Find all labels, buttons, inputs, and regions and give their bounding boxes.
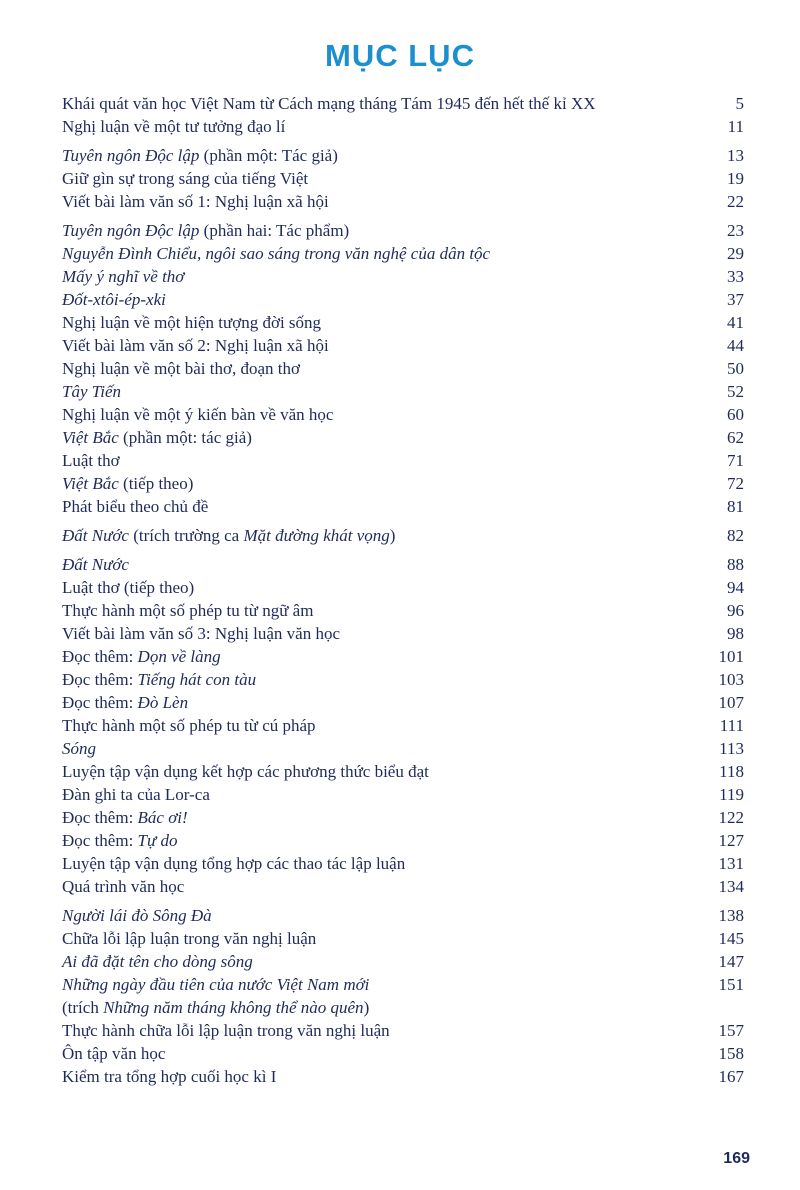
toc-entry-title-text: Nghị luận về một ý kiến bàn về văn học xyxy=(62,405,334,424)
toc-entry xyxy=(62,852,744,875)
toc-entry-title xyxy=(62,403,704,426)
toc-entry-title xyxy=(62,311,704,334)
toc-entry xyxy=(62,265,744,288)
toc-entry-title-italic: Sóng xyxy=(62,739,96,758)
toc-entry-title xyxy=(62,380,704,403)
toc-entry-title-italic: Tuyên ngôn Độc lập xyxy=(62,221,200,240)
toc-entry-title-italic: Đò Lèn xyxy=(137,693,189,712)
toc-entry xyxy=(62,449,744,472)
toc-entry-title xyxy=(62,1042,704,1065)
toc-entry-title xyxy=(62,973,704,996)
toc-entry-title-text: Quá trình văn học xyxy=(62,877,185,896)
toc-entry xyxy=(62,829,744,852)
toc-entry-title-italic: Bác ơi! xyxy=(137,808,188,827)
toc-entry-title xyxy=(62,288,704,311)
toc-entry-title-italic: Những năm tháng không thể nào quên xyxy=(103,998,364,1017)
toc-entry-page: 23 xyxy=(727,221,744,240)
toc-entry-page: 50 xyxy=(727,359,744,378)
toc-entry-page: 11 xyxy=(727,117,744,136)
toc-entry xyxy=(62,622,744,645)
toc-entry-title xyxy=(62,875,704,898)
toc-entry-title-text: Đọc thêm: xyxy=(62,808,138,827)
toc-entry xyxy=(62,242,744,265)
toc-entry xyxy=(62,495,744,518)
toc-entry-title-italic: Tuyên ngôn Độc lập xyxy=(62,146,200,165)
toc-entry-page: 157 xyxy=(718,1021,744,1040)
toc-entry xyxy=(62,927,744,950)
toc-entry-title-text: (phần hai: Tác phẩm) xyxy=(199,221,350,240)
toc-entry-title-text: Thực hành một số phép tu từ ngữ âm xyxy=(62,601,314,620)
table-of-contents xyxy=(62,92,744,1088)
toc-entry-page: 118 xyxy=(719,762,744,781)
toc-entry-title-italic: Việt Bắc xyxy=(62,428,119,447)
toc-entry-title-italic: Mặt đường khát vọng xyxy=(243,526,390,545)
toc-entry-page: 107 xyxy=(718,693,744,712)
toc-entry-title-text: Luyện tập vận dụng tổng hợp các thao tác lập luận xyxy=(62,854,406,873)
toc-entry-title-text: Luật thơ (tiếp theo) xyxy=(62,578,195,597)
toc-entry-title-text: Đọc thêm: xyxy=(62,831,138,850)
toc-entry-title-text: Thực hành một số phép tu từ cú pháp xyxy=(62,716,316,735)
toc-entry xyxy=(62,1042,744,1065)
toc-entry-title xyxy=(62,714,704,737)
toc-entry-title xyxy=(62,357,704,380)
toc-entry-title-text: Thực hành chữa lỗi lập luận trong văn nghị luận xyxy=(62,1021,390,1040)
toc-entry-title-text: Chữa lỗi lập luận trong văn nghị luận xyxy=(62,929,317,948)
toc-entry-title xyxy=(62,144,704,167)
toc-entry-title xyxy=(62,783,704,806)
toc-entry-page: 134 xyxy=(718,877,744,896)
toc-entry-title xyxy=(62,760,704,783)
toc-entry-page: 44 xyxy=(727,336,744,355)
toc-entry-title xyxy=(62,852,704,875)
toc-entry-title-text: Nghị luận về một hiện tượng đời sống xyxy=(62,313,322,332)
toc-entry-title xyxy=(62,242,704,265)
toc-entry-title-text: Đọc thêm: xyxy=(62,670,138,689)
toc-entry-title xyxy=(62,1065,704,1088)
toc-entry-title-text: Đọc thêm: xyxy=(62,647,138,666)
toc-entry xyxy=(62,737,744,760)
toc-entry-title-text: Ôn tập văn học xyxy=(62,1044,166,1063)
toc-entry xyxy=(62,115,744,138)
toc-entry xyxy=(62,190,744,213)
toc-entry xyxy=(62,950,744,973)
toc-entry-title xyxy=(62,92,704,115)
toc-entry xyxy=(62,599,744,622)
toc-entry-title-italic: Những ngày đầu tiên của nước Việt Nam mới xyxy=(62,975,370,994)
toc-entry-page: 37 xyxy=(727,290,744,309)
toc-entry-title-text: Phát biểu theo chủ đề xyxy=(62,497,209,516)
toc-entry-title-text: Kiểm tra tổng hợp cuối học kì I xyxy=(62,1067,277,1086)
toc-entry-page: 29 xyxy=(727,244,744,263)
toc-entry-title xyxy=(62,691,704,714)
toc-entry-page: 96 xyxy=(727,601,744,620)
toc-entry xyxy=(62,167,744,190)
toc-entry-title xyxy=(62,904,704,927)
toc-entry-page: 119 xyxy=(719,785,744,804)
toc-entry-title-text: Đọc thêm: xyxy=(62,693,138,712)
toc-entry-title xyxy=(62,426,704,449)
toc-entry xyxy=(62,996,744,1019)
toc-entry xyxy=(62,875,744,898)
toc-entry-title-text: ) xyxy=(389,526,396,545)
toc-entry-title xyxy=(62,190,704,213)
toc-entry-title-text: Viết bài làm văn số 2: Nghị luận xã hội xyxy=(62,336,329,355)
toc-entry xyxy=(62,1065,744,1088)
toc-entry-page: 167 xyxy=(718,1067,744,1086)
toc-entry xyxy=(62,144,744,167)
toc-entry xyxy=(62,403,744,426)
toc-entry-title-text: Giữ gìn sự trong sáng của tiếng Việt xyxy=(62,169,309,188)
toc-entry-title xyxy=(62,829,704,852)
toc-entry-title xyxy=(62,115,704,138)
toc-entry-page: 113 xyxy=(719,739,744,758)
toc-entry-page: 33 xyxy=(727,267,744,286)
toc-entry-title-italic: Tiếng hát con tàu xyxy=(137,670,257,689)
toc-entry-page: 94 xyxy=(727,578,744,597)
toc-entry xyxy=(62,783,744,806)
toc-entry-title xyxy=(62,927,704,950)
toc-entry-title xyxy=(62,806,704,829)
toc-entry-title xyxy=(62,599,704,622)
toc-entry-title xyxy=(62,472,704,495)
toc-entry-title-italic: Đất Nước xyxy=(62,526,129,545)
toc-entry-title-text: Nghị luận về một bài thơ, đoạn thơ xyxy=(62,359,300,378)
toc-entry-title xyxy=(62,645,704,668)
toc-entry xyxy=(62,691,744,714)
toc-entry-page: 145 xyxy=(718,929,744,948)
toc-entry-title-text: Khái quát văn học Việt Nam từ Cách mạng tháng Tám 1945 đến hết thế kỉ XX xyxy=(62,94,596,113)
toc-entry xyxy=(62,524,744,547)
toc-entry-title-italic: Tây Tiến xyxy=(62,382,122,401)
toc-entry-page: 131 xyxy=(718,854,744,873)
toc-entry-page: 127 xyxy=(718,831,744,850)
toc-entry-page: 103 xyxy=(718,670,744,689)
toc-entry-title xyxy=(62,668,704,691)
toc-entry xyxy=(62,576,744,599)
toc-entry xyxy=(62,1019,744,1042)
toc-entry-title xyxy=(62,219,704,242)
toc-entry-title-text: (trích xyxy=(62,998,104,1017)
toc-entry-title-text: (phần một: Tác giả) xyxy=(199,146,338,165)
toc-entry-title-text: Luật thơ xyxy=(62,451,120,470)
toc-entry xyxy=(62,219,744,242)
toc-entry-title-italic: Người lái đò Sông Đà xyxy=(62,906,212,925)
toc-entry-title-text: Nghị luận về một tư tưởng đạo lí xyxy=(62,117,286,136)
page-title: MỤC LỤC xyxy=(325,38,475,73)
toc-entry xyxy=(62,645,744,668)
toc-entry-title-text: (trích trường ca xyxy=(128,526,244,545)
toc-entry-page: 158 xyxy=(718,1044,744,1063)
toc-entry-page: 81 xyxy=(727,497,744,516)
toc-entry xyxy=(62,357,744,380)
toc-entry-title xyxy=(62,553,704,576)
toc-entry-title-text: Viết bài làm văn số 1: Nghị luận xã hội xyxy=(62,192,329,211)
toc-entry-page: 111 xyxy=(719,716,744,735)
toc-entry-page: 122 xyxy=(718,808,744,827)
toc-entry-title xyxy=(62,334,704,357)
toc-entry xyxy=(62,760,744,783)
page-number: 169 xyxy=(723,1150,750,1167)
toc-entry-title xyxy=(62,265,704,288)
toc-entry-page: 5 xyxy=(735,94,744,113)
toc-entry xyxy=(62,904,744,927)
toc-entry xyxy=(62,553,744,576)
toc-entry xyxy=(62,334,744,357)
toc-entry-title-text: Viết bài làm văn số 3: Nghị luận văn học xyxy=(62,624,341,643)
toc-entry-page: 60 xyxy=(727,405,744,424)
toc-entry-title xyxy=(62,576,704,599)
toc-entry-title-italic: Đốt-xtôi-ép-xki xyxy=(62,290,166,309)
toc-entry-title-italic: Mấy ý nghĩ về thơ xyxy=(62,267,185,286)
toc-entry-title-italic: Việt Bắc xyxy=(62,474,119,493)
toc-entry-title xyxy=(62,622,704,645)
toc-entry-page: 62 xyxy=(727,428,744,447)
toc-entry-page: 22 xyxy=(727,192,744,211)
toc-entry-page: 147 xyxy=(718,952,744,971)
toc-entry-page: 101 xyxy=(718,647,744,666)
toc-entry xyxy=(62,288,744,311)
toc-entry-title-italic: Tự do xyxy=(137,831,178,850)
toc-entry-title-text: Đàn ghi ta của Lor-ca xyxy=(62,785,210,804)
toc-entry xyxy=(62,806,744,829)
toc-entry-page: 98 xyxy=(727,624,744,643)
toc-entry-page: 138 xyxy=(718,906,744,925)
toc-entry-title xyxy=(62,950,704,973)
toc-entry xyxy=(62,973,744,996)
toc-entry-page: 52 xyxy=(727,382,744,401)
toc-entry-title-text: (tiếp theo) xyxy=(118,474,194,493)
toc-entry-title-italic: Ai đã đặt tên cho dòng sông xyxy=(62,952,253,971)
toc-entry-page: 71 xyxy=(727,451,744,470)
toc-entry-title-text: Luyện tập vận dụng kết hợp các phương thức biểu đạt xyxy=(62,762,429,781)
toc-entry xyxy=(62,311,744,334)
toc-entry-title xyxy=(62,167,704,190)
toc-entry-title xyxy=(62,524,704,547)
toc-entry xyxy=(62,426,744,449)
toc-entry xyxy=(62,714,744,737)
toc-entry-title xyxy=(62,449,704,472)
toc-entry-title-text: (phần một: tác giả) xyxy=(118,428,252,447)
toc-entry-title xyxy=(62,495,704,518)
toc-entry-title xyxy=(62,1019,704,1042)
toc-entry-page: 19 xyxy=(727,169,744,188)
toc-entry-page: 82 xyxy=(727,526,744,545)
toc-entry-title-italic: Dọn về làng xyxy=(137,647,221,666)
toc-entry xyxy=(62,472,744,495)
toc-entry-title-text: ) xyxy=(363,998,370,1017)
toc-entry-page: 151 xyxy=(718,975,744,994)
toc-entry-page: 72 xyxy=(727,474,744,493)
toc-entry xyxy=(62,668,744,691)
toc-entry xyxy=(62,92,744,115)
toc-entry-title-italic: Nguyễn Đình Chiểu, ngôi sao sáng trong văn nghệ của dân tộc xyxy=(62,244,491,263)
toc-entry-title xyxy=(62,737,704,760)
toc-entry xyxy=(62,380,744,403)
toc-entry-page: 41 xyxy=(727,313,744,332)
toc-entry-title xyxy=(62,996,704,1019)
toc-entry-title-italic: Đất Nước xyxy=(62,555,129,574)
toc-entry-page: 88 xyxy=(727,555,744,574)
toc-entry-page: 13 xyxy=(727,146,744,165)
